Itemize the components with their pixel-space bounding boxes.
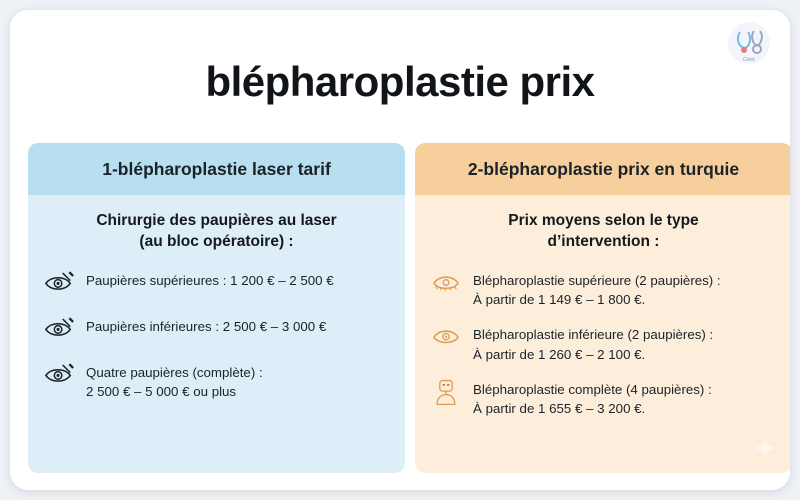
list-item-line2: À partir de 1 260 € – 2 100 €. xyxy=(473,346,646,362)
list-item-line1: Paupières inférieures : 2 500 € – 3 000 € xyxy=(86,318,327,334)
list-item-text xyxy=(86,315,326,336)
column-prix-turquie xyxy=(415,143,790,473)
list-item-text xyxy=(473,323,713,364)
list-item-line1: Blépharoplastie supérieure (2 paupières) : xyxy=(473,272,721,288)
column-body-left xyxy=(28,195,405,473)
list-item xyxy=(429,323,778,364)
list-item-line2: À partir de 1 149 € – 1 800 €. xyxy=(473,292,646,308)
list-item xyxy=(42,269,391,297)
subheading-left-line1: Chirurgie des paupières au laser xyxy=(96,212,337,229)
subheading-right-line2: d’intervention : xyxy=(547,232,660,250)
list-item-text xyxy=(473,269,721,310)
eye-laser-icon xyxy=(42,315,76,343)
upper-eyelid-icon xyxy=(429,269,463,297)
list-item-line1: Paupières supérieures : 1 200 € – 2 500 € xyxy=(86,272,334,288)
column-header-right: 2-blépharoplastie prix en turquie xyxy=(415,143,790,195)
list-item-line1: Blépharoplastie inférieure (2 paupières) : xyxy=(473,327,714,343)
subheading-right xyxy=(429,211,778,253)
eye-laser-icon xyxy=(42,361,76,389)
list-item-text xyxy=(86,361,263,402)
svg-text:Clinic: Clinic xyxy=(742,57,756,63)
column-laser-tarif xyxy=(28,143,405,473)
face-surgery-icon xyxy=(429,378,463,406)
list-item xyxy=(429,378,778,419)
lower-eyelid-icon xyxy=(429,323,463,351)
list-item-line2: À partir de 1 655 € – 3 200 €. xyxy=(473,401,646,417)
eye-laser-icon xyxy=(42,269,76,297)
subheading-left xyxy=(42,211,391,253)
list-item xyxy=(42,361,391,402)
subheading-right-line1: Prix moyens selon le type xyxy=(508,212,699,229)
list-item-text xyxy=(473,378,712,419)
subheading-left-line2: (au bloc opératoire) : xyxy=(139,232,294,250)
sparkle-icon xyxy=(752,435,778,461)
columns-container xyxy=(28,143,790,473)
list-item xyxy=(42,315,391,343)
list-item-text xyxy=(86,269,334,290)
column-body-right xyxy=(415,195,790,473)
column-header-left: 1-blépharoplastie laser tarif xyxy=(28,143,405,195)
page-title: blépharoplastie prix xyxy=(205,58,595,105)
infographic-card xyxy=(10,10,790,490)
list-item xyxy=(429,269,778,310)
list-item-line2: 2 500 € – 5 000 € ou plus xyxy=(86,384,237,400)
list-item-line1: Blépharoplastie complète (4 paupières) : xyxy=(473,381,712,397)
list-item-line1: Quatre paupières (complète) : xyxy=(86,364,263,380)
